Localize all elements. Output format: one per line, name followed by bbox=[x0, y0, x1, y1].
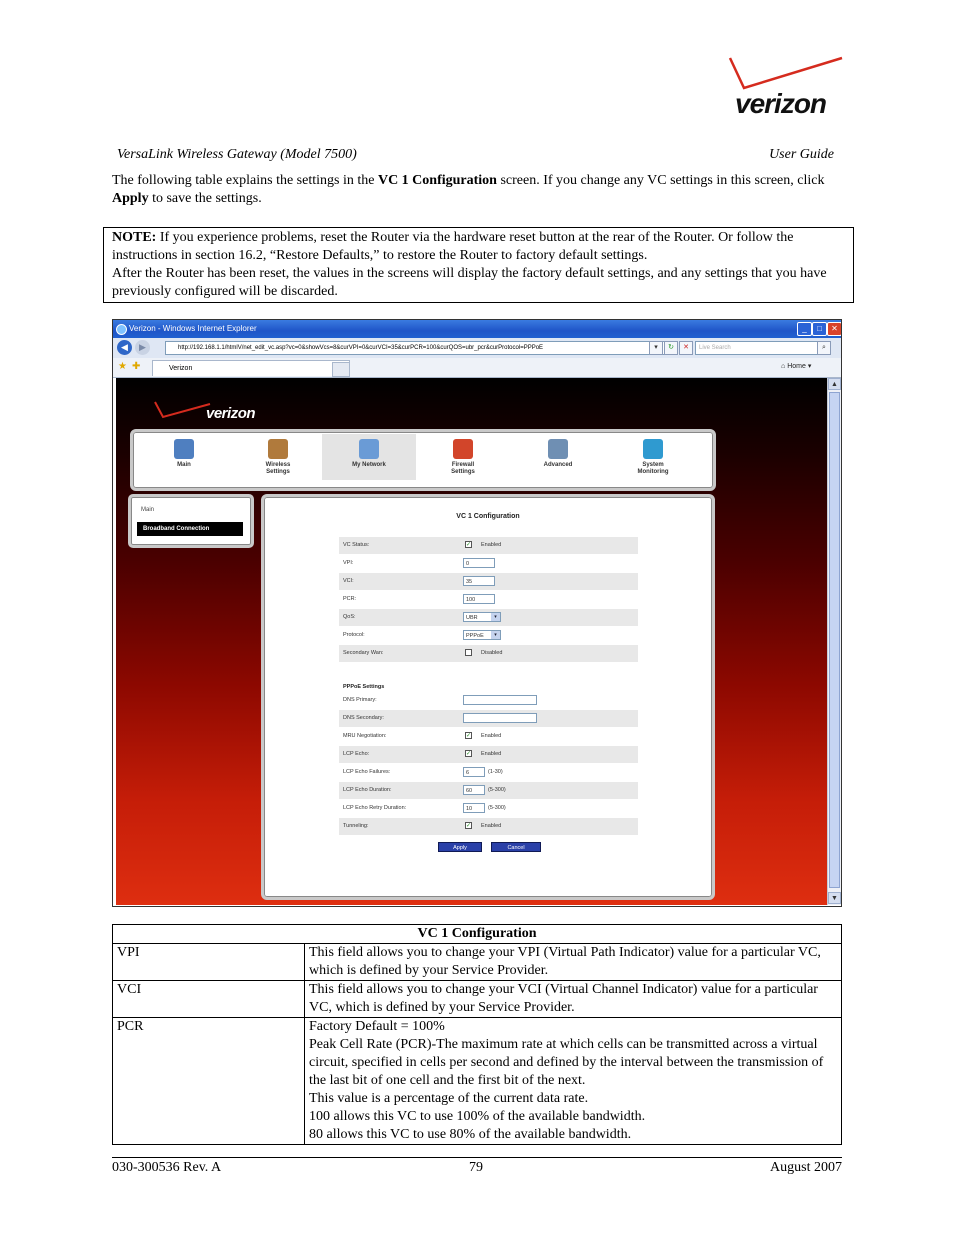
lcp-echo-value: Enabled bbox=[481, 751, 502, 757]
note-text-2: After the Router has been reset, the values in the screens will display the factory default settings, and any settings that you have previously configured will be discarded. bbox=[112, 266, 827, 299]
scroll-down-icon[interactable]: ▼ bbox=[828, 892, 841, 904]
ie-icon bbox=[116, 324, 127, 335]
side-menu bbox=[128, 494, 254, 548]
row-dns-secondary bbox=[339, 710, 638, 727]
table-cell-name: VPI bbox=[113, 944, 305, 981]
pcr-line: Factory Default = 100% bbox=[309, 1019, 445, 1034]
top-navigation bbox=[130, 429, 716, 491]
nav-advanced[interactable] bbox=[511, 434, 605, 480]
tunneling-value: Enabled bbox=[481, 823, 502, 829]
pcr-input[interactable]: 100 bbox=[463, 594, 495, 604]
row-tunneling bbox=[339, 818, 638, 835]
lcp-duration-range: (5-300) bbox=[488, 787, 506, 793]
note-text-1: If you experience problems, reset the Router via the hardware reset button at the rear of the Router. Or follow the instructions in section 16.2, “Restore Defaults,” to restore the Router to factory default settings. bbox=[112, 230, 794, 263]
row-lcp-echo-retry bbox=[339, 800, 638, 817]
nav-main-label: Main bbox=[177, 462, 191, 468]
pppoe-settings-heading: PPPoE Settings bbox=[343, 684, 385, 690]
my-network-icon bbox=[359, 439, 379, 459]
row-vc-status bbox=[339, 537, 638, 554]
favorites-star-icon[interactable]: ★ bbox=[118, 361, 127, 372]
main-icon bbox=[174, 439, 194, 459]
intro-paragraph bbox=[112, 172, 842, 208]
table-header-row bbox=[113, 925, 842, 944]
stop-icon[interactable]: ✕ bbox=[679, 341, 693, 355]
pcr-line: 100 allows this VC to use 100% of the available bandwidth. bbox=[309, 1109, 646, 1124]
product-name: VersaLink Wireless Gateway (Model 7500) bbox=[117, 147, 357, 162]
tab-verizon[interactable]: Verizon bbox=[152, 360, 350, 376]
lcp-retry-label: LCP Echo Retry Duration: bbox=[343, 805, 407, 811]
doc-type: User Guide bbox=[769, 147, 834, 162]
footer-doc-number: 030-300536 Rev. A bbox=[112, 1160, 222, 1175]
close-icon[interactable]: ✕ bbox=[827, 322, 842, 336]
table-cell-name: VCI bbox=[113, 981, 305, 1018]
note-box bbox=[103, 227, 854, 303]
row-lcp-echo bbox=[339, 746, 638, 763]
verizon-logo: verizon bbox=[735, 88, 827, 119]
pcr-label: PCR: bbox=[343, 596, 357, 602]
row-lcp-echo-failures bbox=[339, 764, 638, 781]
vertical-scrollbar[interactable] bbox=[827, 378, 841, 905]
nav-firewall-settings[interactable] bbox=[416, 434, 510, 480]
row-dns-primary bbox=[339, 692, 638, 709]
vpi-label: VPI: bbox=[343, 560, 354, 566]
chevron-down-icon: ▾ bbox=[491, 613, 500, 621]
pcr-line: This value is a percentage of the current data rate. bbox=[309, 1091, 589, 1106]
url-input[interactable]: http://192.168.1.1/htmlV/net_edit_vc.asp?vc=0&showVcs=8&curVPI=0&curVCI=35&curPCR=100&curQOS=ubr_pcr&curProtocol=PPPoE bbox=[165, 341, 673, 355]
forward-icon[interactable]: ▶ bbox=[135, 340, 150, 355]
secondary-wan-checkbox[interactable] bbox=[465, 649, 472, 656]
refresh-icon[interactable]: ↻ bbox=[664, 341, 678, 355]
tab-bar bbox=[113, 358, 841, 378]
intro-bold-1: VC 1 Configuration bbox=[377, 173, 497, 188]
table-row bbox=[113, 944, 842, 981]
pcr-line: Peak Cell Rate (PCR)-The maximum rate at which cells can be transmitted across a virtual circuit, specified in cells per second and defined by the interval between the transmission of the last bit of one cell and the first bit of the next. bbox=[309, 1037, 824, 1088]
side-menu-main[interactable]: Main bbox=[141, 507, 155, 513]
table-title: VC 1 Configuration bbox=[113, 925, 842, 944]
mru-value: Enabled bbox=[481, 733, 502, 739]
dns-secondary-input[interactable] bbox=[463, 713, 537, 723]
protocol-value: PPPoE bbox=[466, 633, 484, 639]
maximize-icon[interactable]: □ bbox=[812, 322, 827, 336]
minimize-icon[interactable]: _ bbox=[797, 322, 812, 336]
row-protocol bbox=[339, 627, 638, 644]
vpi-input[interactable]: 0 bbox=[463, 558, 495, 568]
row-pcr bbox=[339, 591, 638, 608]
table-row bbox=[113, 981, 842, 1018]
chevron-down-icon: ▾ bbox=[491, 631, 500, 639]
row-vci bbox=[339, 573, 638, 590]
scroll-up-icon[interactable]: ▲ bbox=[828, 378, 841, 390]
new-tab-button[interactable] bbox=[332, 362, 350, 377]
mru-checkbox[interactable]: ✓ bbox=[466, 733, 472, 739]
vc-status-value: Enabled bbox=[481, 542, 502, 548]
lcp-failures-input[interactable]: 6 bbox=[463, 767, 485, 777]
dns-primary-label: DNS Primary: bbox=[343, 697, 377, 703]
footer-date: August 2007 bbox=[770, 1160, 842, 1175]
apply-button[interactable]: Apply bbox=[438, 842, 482, 852]
row-secondary-wan bbox=[339, 645, 638, 662]
table-cell-desc: This field allows you to change your VCI (Virtual Channel Indicator) value for a particular VC, which is defined by your Service Provider. bbox=[305, 981, 842, 1018]
vc-status-checkbox[interactable]: ✓ bbox=[466, 542, 472, 548]
table-row bbox=[113, 1018, 842, 1145]
table-cell-desc bbox=[305, 1018, 842, 1145]
tunneling-checkbox[interactable]: ✓ bbox=[466, 823, 472, 829]
protocol-label: Protocol: bbox=[343, 632, 365, 638]
lcp-failures-label: LCP Echo Failures: bbox=[343, 769, 391, 775]
window-titlebar bbox=[113, 320, 841, 338]
home-label: Home bbox=[787, 363, 806, 370]
monitor-icon bbox=[643, 439, 663, 459]
nav-main[interactable] bbox=[137, 434, 231, 480]
secondary-wan-label: Secondary Wan: bbox=[343, 650, 384, 656]
qos-select[interactable] bbox=[463, 612, 501, 622]
row-mru-negotiation bbox=[339, 728, 638, 745]
vc-config-panel bbox=[261, 494, 715, 900]
nav-firewall-label: Firewall Settings bbox=[451, 462, 475, 475]
firewall-icon bbox=[453, 439, 473, 459]
vci-input[interactable]: 35 bbox=[463, 576, 495, 586]
router-page bbox=[116, 378, 827, 905]
nav-system-monitoring-label: System Monitoring bbox=[637, 462, 669, 475]
wireless-icon bbox=[268, 439, 288, 459]
add-favorites-icon[interactable]: ✚ bbox=[132, 361, 141, 372]
home-button[interactable]: ⌂ Home ▾ bbox=[781, 363, 812, 370]
protocol-select[interactable] bbox=[463, 630, 501, 640]
dns-secondary-label: DNS Secondary: bbox=[343, 715, 384, 721]
lcp-duration-input[interactable]: 60 bbox=[463, 785, 485, 795]
intro-bold-2: Apply bbox=[112, 191, 149, 206]
qos-label: QoS: bbox=[343, 614, 356, 620]
scroll-thumb[interactable] bbox=[829, 392, 840, 888]
table-cell-desc: This field allows you to change your VPI (Virtual Path Indicator) value for a particular VC, which is defined by your Service Provider. bbox=[305, 944, 842, 981]
row-lcp-echo-duration bbox=[339, 782, 638, 799]
vci-label: VCI: bbox=[343, 578, 354, 584]
back-icon[interactable]: ◀ bbox=[117, 340, 132, 355]
qos-value: UBR bbox=[466, 615, 478, 621]
intro-text-3: to save the settings. bbox=[148, 191, 262, 206]
router-verizon-logo: verizon bbox=[206, 405, 256, 422]
nav-system-monitoring[interactable] bbox=[606, 434, 700, 480]
nav-wireless-label: Wireless Settings bbox=[265, 462, 291, 475]
vc-config-title: VC 1 Configuration bbox=[456, 513, 520, 520]
nav-my-network-label: My Network bbox=[352, 462, 386, 468]
tunneling-label: Tunneling: bbox=[343, 823, 369, 829]
lcp-retry-range: (5-300) bbox=[488, 805, 506, 811]
note-line-1 bbox=[112, 229, 849, 265]
mru-label: MRU Negotiation: bbox=[343, 733, 387, 739]
row-vpi bbox=[339, 555, 638, 572]
lcp-retry-input[interactable]: 10 bbox=[463, 803, 485, 813]
search-icon[interactable]: ⌕ bbox=[817, 341, 831, 355]
lcp-duration-label: LCP Echo Duration: bbox=[343, 787, 392, 793]
url-dropdown-icon[interactable]: ▾ bbox=[649, 341, 663, 355]
advanced-icon bbox=[548, 439, 568, 459]
lcp-echo-label: LCP Echo: bbox=[343, 751, 370, 757]
nav-my-network[interactable] bbox=[322, 434, 416, 480]
window-title: Verizon - Windows Internet Explorer bbox=[129, 324, 257, 333]
cancel-button[interactable]: Cancel bbox=[491, 842, 541, 852]
browser-screenshot bbox=[112, 319, 842, 907]
table-cell-name: PCR bbox=[113, 1018, 305, 1145]
pcr-line: 80 allows this VC to use 80% of the available bandwidth. bbox=[309, 1127, 632, 1142]
intro-text-2: screen. If you change any VC settings in this screen, click bbox=[496, 173, 825, 188]
dns-primary-input[interactable] bbox=[463, 695, 537, 705]
vc-config-table bbox=[112, 924, 842, 1145]
search-input[interactable]: Live Search bbox=[695, 341, 818, 355]
side-menu-broadband-connection[interactable]: Broadband Connection bbox=[137, 522, 243, 536]
vc-status-label: VC Status: bbox=[343, 542, 370, 548]
intro-text-1: The following table explains the settings in the bbox=[112, 173, 378, 188]
nav-advanced-label: Advanced bbox=[543, 462, 573, 468]
row-qos bbox=[339, 609, 638, 626]
secondary-wan-value: Disabled bbox=[481, 650, 503, 656]
footer-page-number: 79 bbox=[469, 1160, 483, 1175]
footer-rule bbox=[112, 1157, 842, 1158]
router-verizon-check bbox=[154, 401, 212, 423]
nav-wireless-settings[interactable] bbox=[231, 434, 325, 480]
lcp-failures-range: (1-30) bbox=[488, 769, 503, 775]
note-label: NOTE: bbox=[112, 230, 157, 245]
address-bar bbox=[113, 338, 841, 359]
lcp-echo-checkbox[interactable]: ✓ bbox=[466, 751, 472, 757]
